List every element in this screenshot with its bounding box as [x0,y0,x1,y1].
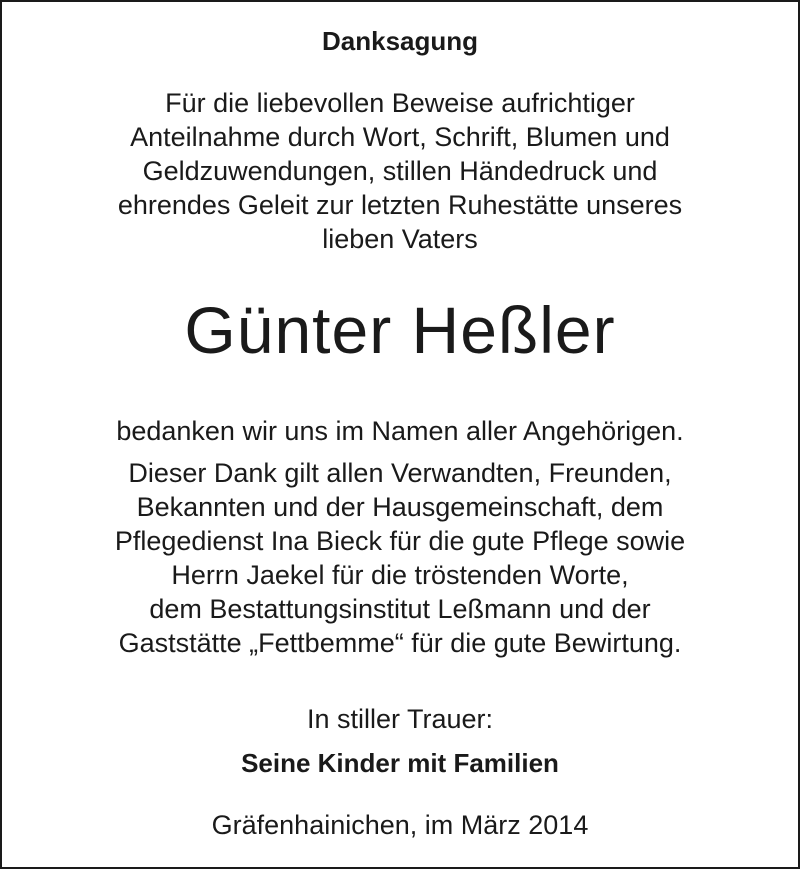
body-line: Gaststätte „Fettbemme“ für die gute Bewirtung. [118,628,682,658]
signature: Seine Kinder mit Familien [241,748,559,778]
body-line: Herrn Jaekel für die tröstenden Worte, [171,560,629,590]
body-line: Pflegedienst Ina Bieck für die gute Pflege sowie [114,526,686,556]
intro-line: Geldzuwendungen, stillen Händedruck und [142,156,658,186]
intro-line: Für die liebevollen Beweise aufrichtiger [165,88,635,118]
thanks-line: bedanken wir uns im Namen aller Angehörigen. [116,416,684,446]
intro-line: ehrendes Geleit zur letzten Ruhestätte unseres [117,190,683,220]
mourning-phrase: In stiller Trauer: [306,704,494,734]
intro-line: lieben Vaters [322,224,478,254]
heading: Danksagung [321,26,479,56]
intro-line: Anteilnahme durch Wort, Schrift, Blumen und [130,122,670,152]
body-line: Bekannten und der Hausgemeinschaft, dem [136,492,664,522]
body-line: dem Bestattungsinstitut Leßmann und der [149,594,651,624]
deceased-name: Günter Heßler [184,293,616,367]
body-line: Dieser Dank gilt allen Verwandten, Freunden, [128,458,672,488]
place-date: Gräfenhainichen, im März 2014 [211,810,589,840]
